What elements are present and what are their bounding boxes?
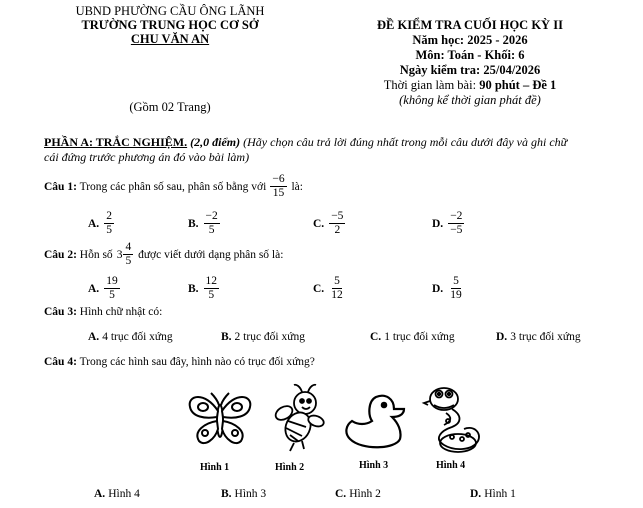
option-denominator: 12 bbox=[331, 289, 343, 301]
option-label: C. bbox=[313, 217, 325, 230]
q4-option-b[interactable] bbox=[221, 488, 266, 500]
option-label: A. bbox=[88, 282, 100, 295]
question-4-label: Câu 4: bbox=[44, 356, 77, 368]
option-label: D. bbox=[496, 331, 508, 343]
option-numerator: 19 bbox=[106, 275, 118, 287]
school-year: Năm học: 2025 - 2026 bbox=[412, 33, 528, 47]
question-1-suffix: là: bbox=[288, 180, 303, 193]
section-a-title: PHẦN A: TRẮC NGHIỆM. bbox=[44, 135, 188, 149]
exam-date: Ngày kiểm tra: 25/04/2026 bbox=[399, 63, 541, 77]
option-denominator: −5 bbox=[450, 224, 463, 236]
duration-label: Thời gian làm bài: bbox=[383, 78, 480, 92]
fraction-denominator: 5 bbox=[125, 255, 132, 267]
question-3 bbox=[44, 306, 162, 318]
option-text: Hình 1 bbox=[484, 488, 516, 500]
option-numerator: 5 bbox=[334, 275, 340, 287]
option-label: A. bbox=[94, 488, 106, 500]
option-text: 1 trục đối xứng bbox=[384, 331, 455, 343]
question-3-text: Hình chữ nhật có: bbox=[76, 306, 163, 318]
option-text: Hình 2 bbox=[349, 488, 381, 500]
q3-option-c[interactable] bbox=[370, 331, 455, 343]
option-label: B. bbox=[221, 488, 232, 500]
figure-4-caption: Hình 4 bbox=[436, 460, 466, 471]
q2-option-a[interactable] bbox=[88, 275, 122, 302]
bee-icon bbox=[272, 383, 327, 455]
q2-option-d[interactable] bbox=[432, 275, 466, 302]
q4-option-a[interactable] bbox=[94, 488, 140, 500]
option-denominator: 5 bbox=[208, 289, 215, 301]
q4-option-d[interactable] bbox=[470, 488, 516, 500]
q3-option-d[interactable] bbox=[496, 331, 581, 343]
question-2-label: Câu 2: bbox=[44, 248, 77, 261]
option-denominator: 2 bbox=[334, 224, 341, 236]
option-text: 2 trục đối xứng bbox=[234, 331, 305, 343]
q3-option-a[interactable] bbox=[88, 331, 173, 343]
question-1 bbox=[44, 173, 303, 200]
q2-option-c[interactable] bbox=[313, 275, 347, 302]
school-ward: UBND PHƯỜNG CẦU ÔNG LÃNH bbox=[75, 4, 265, 18]
option-text: Hình 3 bbox=[234, 488, 267, 500]
duration-value: 90 phút – Đề 1 bbox=[479, 78, 557, 92]
page-count: (Gồm 02 Trang) bbox=[129, 100, 211, 114]
q4-option-c[interactable] bbox=[335, 488, 381, 500]
exam-title: ĐỀ KIỂM TRA CUỐI HỌC KỲ II bbox=[377, 18, 563, 32]
option-label: B. bbox=[188, 217, 199, 230]
option-label: D. bbox=[470, 488, 482, 500]
q1-option-d[interactable] bbox=[432, 210, 466, 237]
option-denominator: 19 bbox=[450, 289, 462, 301]
q1-option-a[interactable] bbox=[88, 210, 116, 237]
option-numerator: −2 bbox=[450, 210, 463, 222]
question-3-label: Câu 3: bbox=[44, 306, 77, 318]
subject-grade: Môn: Toán - Khối: 6 bbox=[415, 48, 525, 62]
section-a-heading bbox=[44, 135, 567, 150]
q2-option-b[interactable] bbox=[188, 275, 221, 302]
exam-note: (không kể thời gian phát đề) bbox=[399, 93, 541, 107]
section-a-points: (2,0 điểm) bbox=[187, 135, 241, 149]
option-numerator: −2 bbox=[205, 210, 218, 222]
option-numerator: 5 bbox=[453, 275, 459, 287]
figure-1-caption: Hình 1 bbox=[200, 462, 230, 473]
question-2-suffix: được viết dưới dạng phân số là: bbox=[135, 248, 284, 261]
question-2-text: Hỗn số bbox=[76, 248, 113, 261]
option-numerator: 2 bbox=[106, 210, 112, 222]
duck-icon bbox=[342, 387, 410, 453]
option-numerator: −5 bbox=[331, 210, 344, 222]
question-4 bbox=[44, 356, 315, 368]
q1-option-b[interactable] bbox=[188, 210, 222, 237]
option-label: C. bbox=[335, 488, 347, 500]
option-label: D. bbox=[432, 282, 444, 295]
option-label: C. bbox=[313, 282, 325, 295]
option-text: 4 trục đối xứng bbox=[102, 331, 173, 343]
question-2-fraction bbox=[123, 241, 133, 268]
option-label: A. bbox=[88, 331, 100, 343]
figure-2-caption: Hình 2 bbox=[275, 462, 305, 473]
option-denominator: 5 bbox=[109, 289, 115, 301]
fraction-numerator: 4 bbox=[125, 241, 132, 253]
mixed-number-whole: 3 bbox=[116, 248, 123, 261]
question-1-label: Câu 1: bbox=[44, 180, 77, 193]
option-label: A. bbox=[88, 217, 100, 230]
butterfly-icon bbox=[185, 385, 255, 455]
snake-icon bbox=[422, 381, 484, 457]
fraction-numerator: −6 bbox=[272, 173, 285, 185]
option-label: B. bbox=[221, 331, 232, 343]
school-name-line2: CHU VĂN AN bbox=[130, 32, 210, 46]
school-name-line1: TRƯỜNG TRUNG HỌC CƠ SỞ bbox=[81, 18, 259, 32]
question-2 bbox=[44, 241, 283, 268]
q3-option-b[interactable] bbox=[221, 331, 305, 343]
question-4-text: Trong các hình sau đây, hình nào có trục đối xứng? bbox=[76, 356, 315, 368]
section-a-instruction-cont: cái đứng trước phương án đó vào bài làm) bbox=[44, 150, 250, 164]
question-1-text: Trong các phân số sau, phân số bằng với bbox=[76, 180, 267, 193]
option-text: 3 trục đối xứng bbox=[510, 331, 581, 343]
option-numerator: 12 bbox=[205, 275, 218, 287]
q1-option-c[interactable] bbox=[313, 210, 347, 237]
option-label: D. bbox=[432, 217, 444, 230]
figure-3-caption: Hình 3 bbox=[359, 460, 389, 471]
question-1-fraction bbox=[270, 173, 286, 200]
option-label: C. bbox=[370, 331, 382, 343]
option-text: Hình 4 bbox=[108, 488, 140, 500]
exam-duration bbox=[345, 78, 595, 93]
fraction-denominator: 15 bbox=[272, 187, 285, 199]
option-denominator: 5 bbox=[106, 224, 112, 236]
option-denominator: 5 bbox=[208, 224, 215, 236]
option-label: B. bbox=[188, 282, 199, 295]
section-a-instruction: (Hãy chọn câu trả lời đúng nhất trong mỗi câu dưới đây và ghi chữ bbox=[240, 135, 568, 149]
